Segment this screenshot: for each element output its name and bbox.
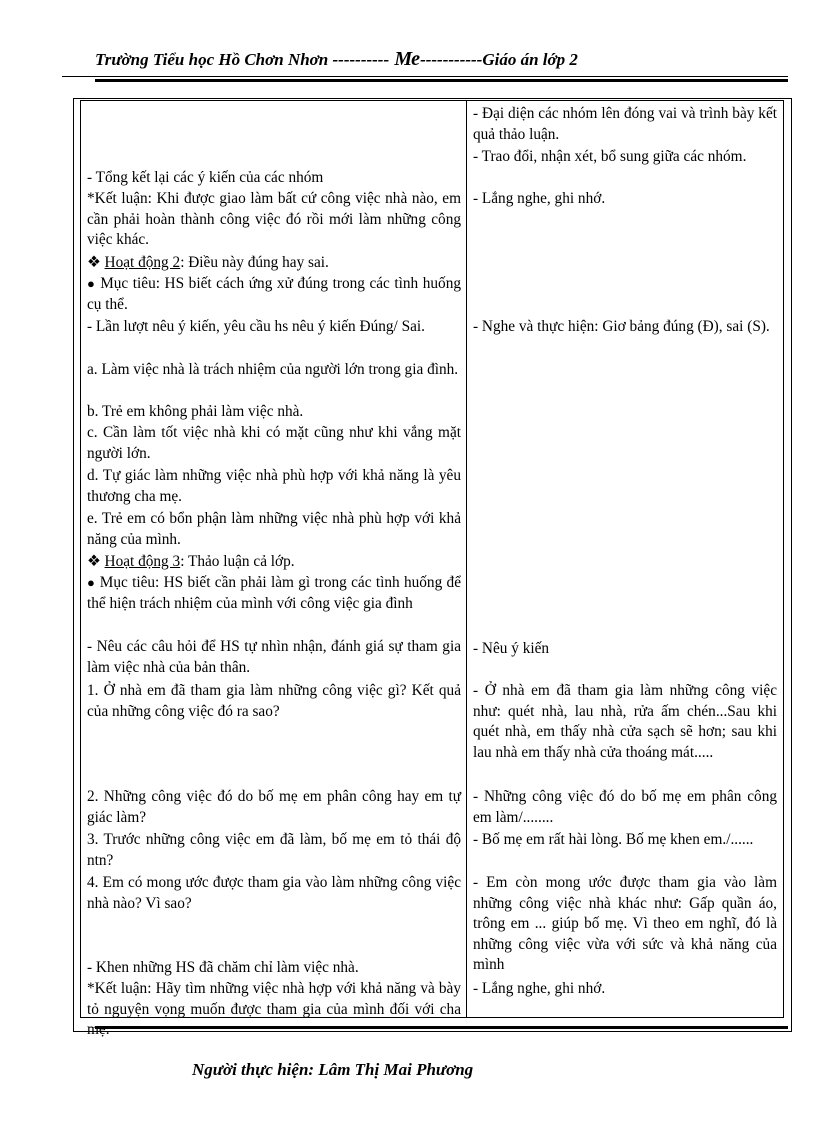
header-dashes-right: ----------- [420, 50, 483, 69]
student-response-2: - Trao đổi, nhận xét, bổ sung giữa các nhóm. [473, 148, 747, 165]
student-response-1: - Đại diện các nhóm lên đóng vai và trình bày kết quả thảo luận. [473, 105, 777, 143]
footer-rule-thick [95, 1026, 788, 1029]
question-4: 4. Em có mong ước được tham gia vào làm những công việc nhà nào? Vì sao? [87, 874, 461, 912]
statement-a: a. Làm việc nhà là trách nhiệm của người lớn trong gia đình. [87, 361, 459, 378]
goal-2 [87, 274, 461, 315]
lesson-table [80, 100, 784, 1038]
header-rule-thick [95, 79, 788, 82]
statement-c: c. Cần làm tốt việc nhà khi có mặt cũng như khi vắng mặt người lớn. [87, 424, 461, 462]
student-response-9: - Em còn mong ước được tham gia vào làm những công việc nhà khác như: Gấp quần áo, trông em ... giúp bố mẹ. Vì theo em nghĩ, đó là những công việc vừa với sức và khả năng của mình [473, 874, 777, 973]
footer-rule-thin [95, 1031, 788, 1032]
activity-3-title: Hoạt động 3 [104, 553, 181, 570]
student-response-4: - Nghe và thực hiện: Giơ bảng đúng (Đ), sai (S). [473, 318, 770, 335]
goal-3 [87, 573, 461, 614]
activity-2-heading [87, 253, 461, 274]
conclusion-1: *Kết luận: Khi được giao làm bất cứ công việc nhà nào, em cần phải hoàn thành công việc đó rồi mới làm những công việc khác. [87, 190, 461, 248]
student-response-8: - Bố mẹ em rất hài lòng. Bố mẹ khen em./...... [473, 831, 754, 848]
student-response-10: - Lắng nghe, ghi nhớ. [473, 980, 606, 997]
bullet-icon: ● [87, 276, 96, 291]
student-response-6: - Ở nhà em đã tham gia làm những công việc như: quét nhà, lau nhà, rửa ấm chén...Sau khi quét nhà, em thấy nhà cửa sạch sẽ hơn; sau khi lau nhà em thấy nhà cửa thoáng mát..... [473, 682, 777, 761]
question-3: 3. Trước những công việc em đã làm, bố mẹ em tỏ thái độ ntn? [87, 831, 461, 869]
statement-d: d. Tự giác làm những việc nhà phù hợp với khả năng là yêu thương cha mẹ. [87, 467, 461, 505]
statement-e: e. Trẻ em có bổn phận làm những việc nhà phù hợp với khả năng của mình. [87, 510, 461, 548]
goal-3-text: Mục tiêu: HS biết cần phải làm gì trong các tình huống để thể hiện trách nhiệm của mình với công việc gia đình [87, 574, 461, 612]
diamond-icon: ❖ [87, 553, 101, 570]
teacher-activity-column [80, 100, 467, 1038]
header-rule-thin [62, 76, 788, 77]
school-name: Trường Tiểu học Hồ Chơn Nhơn [95, 50, 329, 69]
summary-line: - Tổng kết lại các ý kiến của các nhóm [87, 169, 324, 186]
logo-icon: Me [394, 48, 420, 70]
questions-intro: - Nêu các câu hỏi để HS tự nhìn nhận, đánh giá sự tham gia làm việc nhà của bản thân. [87, 638, 461, 676]
instruction-line: - Lần lượt nêu ý kiến, yêu cầu hs nêu ý kiến Đúng/ Sai. [87, 318, 425, 335]
activity-3-desc: : Thảo luận cả lớp. [180, 553, 295, 570]
bullet-icon: ● [87, 575, 96, 590]
question-2: 2. Những công việc đó do bố mẹ em phân công hay em tự giác làm? [87, 788, 461, 826]
student-response-5: - Nêu ý kiến [473, 640, 550, 657]
conclusion-2: *Kết luận: Hãy tìm những việc nhà hợp với khả năng và bày tỏ nguyện vọng muốn được tham gia của mình đối với cha mẹ. [87, 980, 461, 1038]
question-1: 1. Ở nhà em đã tham gia làm những công việc gì? Kết quả của những công việc đó ra sao? [87, 682, 461, 720]
goal-2-text: Mục tiêu: HS biết cách ứng xử đúng trong các tình huống cụ thể. [87, 275, 462, 313]
author-credit: Người thực hiện: Lâm Thị Mai Phương [192, 1060, 474, 1079]
activity-2-title: Hoạt động 2 [104, 254, 181, 271]
student-response-3: - Lắng nghe, ghi nhớ. [473, 190, 606, 207]
activity-2-desc: : Điều này đúng hay sai. [180, 254, 329, 271]
praise-line: - Khen những HS đã chăm chỉ làm việc nhà. [87, 959, 359, 976]
subject-label: Giáo án lớp 2 [482, 50, 578, 69]
student-response-7: - Những công việc đó do bố mẹ em phân công em làm/........ [473, 788, 777, 826]
diamond-icon: ❖ [87, 254, 101, 271]
activity-3-heading [87, 552, 461, 573]
student-activity-column [467, 100, 784, 1018]
statement-b: b. Trẻ em không phải làm việc nhà. [87, 403, 304, 420]
page-header [95, 48, 735, 74]
header-dashes-left: ---------- [332, 50, 390, 69]
